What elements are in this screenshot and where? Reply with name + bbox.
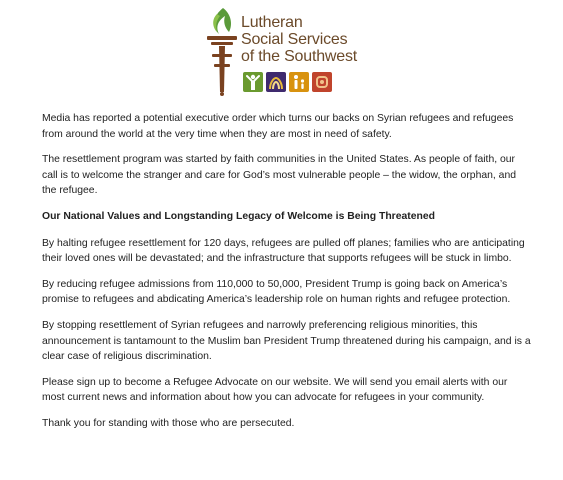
- paragraph-executive-order: Media has reported a potential executive order which turns our backs on Syrian refugees and refugees from around the world at the very time when they are most in need of safety.: [42, 113, 514, 140]
- document-body: [42, 111, 532, 442]
- adult-child-icon: [289, 72, 309, 92]
- paragraph-sign-up: Please sign up to become a Refugee Advocate on our website. We will send you email alerts with our most current news and information about how you can advocate for refugees in your community.: [42, 376, 508, 404]
- paragraph-faith-communities: The resettlement program was started by faith communities in the United States. As people of faith, our call is to welcome the stranger and care for God’s most vulnerable people – the widow, the orphan, and the refugee.: [42, 154, 517, 197]
- paragraph-stopping-resettlement: By stopping resettlement of Syrian refugees and narrowly preferencing religious minorities, this announcement is tantamount to the Muslim ban President Trump threatened during his campaign, and is a clear case of religious discrimination.: [42, 319, 531, 363]
- paragraph-halting-resettlement: By halting refugee resettlement for 120 days, refugees are pulled off planes; families who are anticipating their loved ones will be devastated; and the infrastructure that supports refugees will be stuck in limbo.: [42, 237, 525, 265]
- person-arms-raised-icon: [243, 72, 263, 92]
- organization-logo: [203, 6, 363, 98]
- torch-with-flame-icon: [203, 6, 241, 98]
- section-heading: Our National Values and Longstanding Legacy of Welcome is Being Threatened: [42, 210, 435, 222]
- organization-name: [241, 14, 357, 65]
- logo-line-2: Social Services: [241, 31, 348, 48]
- logo-line-3: of the Southwest: [241, 48, 357, 65]
- logo-line-1: Lutheran: [241, 14, 303, 31]
- family-icon: [266, 72, 286, 92]
- logo-icon-row: [243, 72, 332, 92]
- rounded-square-icon: [312, 72, 332, 92]
- paragraph-reducing-admissions: By reducing refugee admissions from 110,000 to 50,000, President Trump is going back on America’s promise to refugees and abdicating America’s leadership role on human rights and refugee protection.: [42, 278, 511, 306]
- paragraph-thank-you: Thank you for standing with those who are persecuted.: [42, 417, 295, 429]
